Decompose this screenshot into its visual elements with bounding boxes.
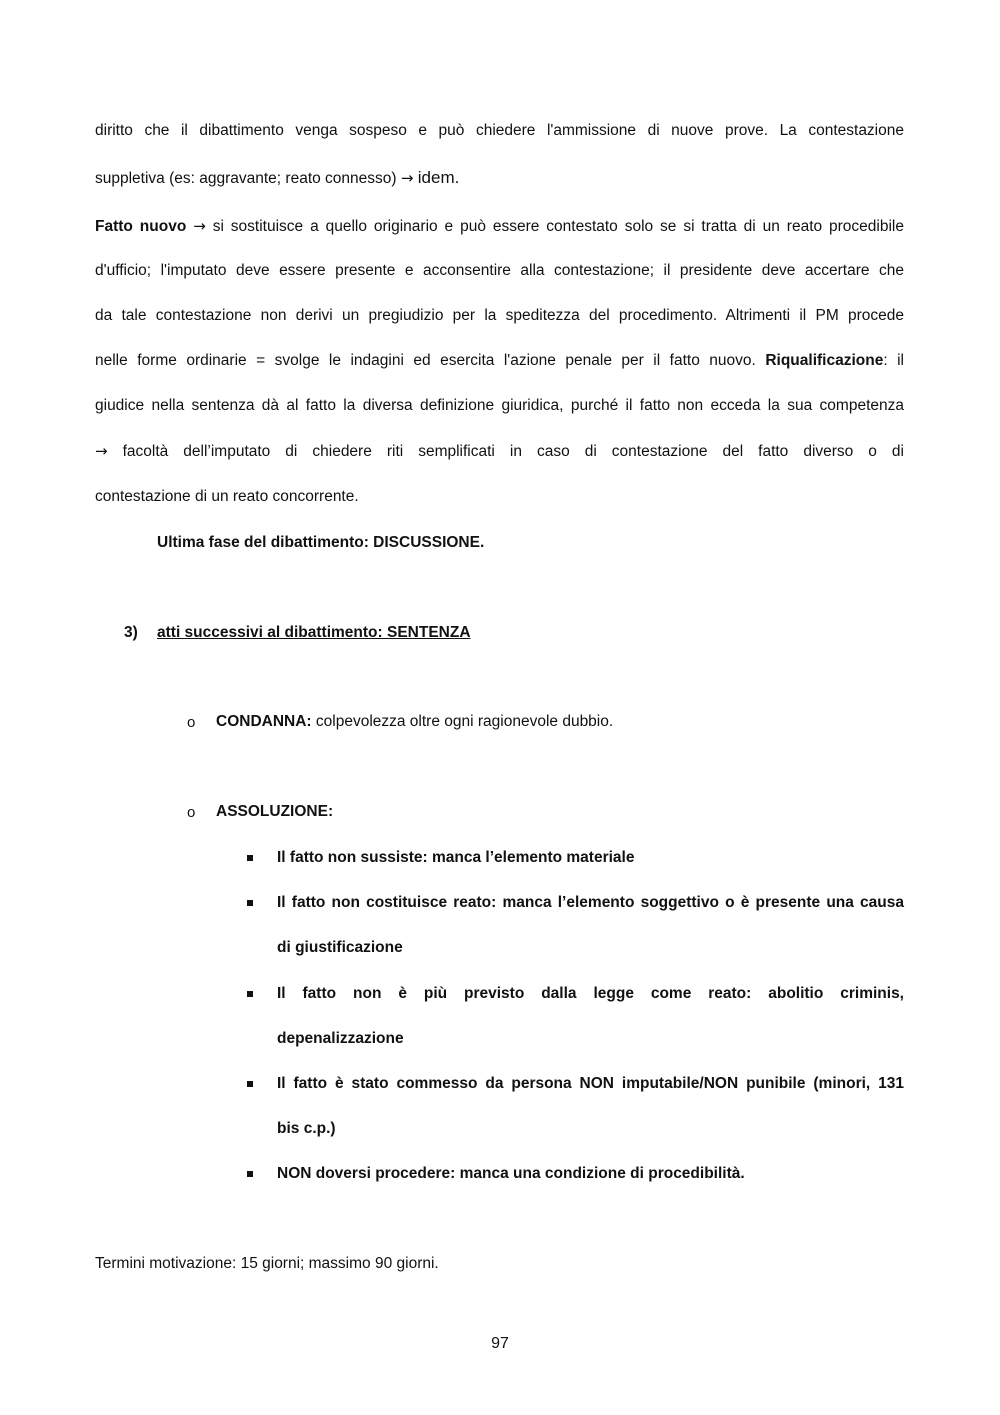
paragraph-line: da tale contestazione non derivi un pregiudizio per la speditezza del procedimento. Altrimenti il PM procede: [95, 307, 904, 324]
list-item-continuation: bis c.p.): [277, 1120, 336, 1137]
arrow-right-icon: →: [193, 217, 206, 235]
circle-bullet-icon: o: [187, 804, 196, 821]
section-title: atti successivi al dibattimento: SENTENZA: [157, 624, 471, 641]
paragraph-line: nelle forme ordinarie = svolge le indagini ed esercita l'azione penale per il fatto nuovo. Riqualificazione: il: [95, 352, 904, 369]
termini-text: Termini motivazione: 15 giorni; massimo 90 giorni.: [95, 1255, 439, 1272]
paragraph-line: suppletiva (es: aggravante; reato connesso) → idem.: [95, 168, 460, 187]
page-number: 97: [491, 1335, 509, 1352]
arrow-right-icon: →: [400, 169, 414, 187]
square-bullet-icon: [247, 1171, 253, 1177]
arrow-right-icon: →: [95, 442, 108, 460]
paragraph-line: giudice nella sentenza dà al fatto la diversa definizione giuridica, purché il fatto non ecceda la sua competenza: [95, 397, 904, 414]
list-item-continuation: depenalizzazione: [277, 1030, 404, 1047]
square-bullet-icon: [247, 900, 253, 906]
list-item: Il fatto non sussiste: manca l’elemento materiale: [277, 849, 635, 866]
assoluzione-label: ASSOLUZIONE:: [216, 803, 334, 820]
condanna-text: colpevolezza oltre ogni ragionevole dubbio.: [315, 713, 614, 730]
list-item: Il fatto non costituisce reato: manca l’elemento soggettivo o è presente una causa: [277, 894, 904, 911]
section-number: 3): [124, 624, 138, 641]
list-item: Il fatto è stato commesso da persona NON imputabile/NON punibile (minori, 131: [277, 1075, 904, 1092]
paragraph-line: → facoltà dell’imputato di chiedere riti semplificati in caso di contestazione del fatto diverso o di: [95, 442, 904, 460]
paragraph-line: Fatto nuovo → si sostituisce a quello originario e può essere contestato solo se si tratta di un reato procedibile: [95, 217, 904, 235]
list-item: Il fatto non è più previsto dalla legge come reato: abolitio criminis,: [277, 985, 904, 1002]
condanna-label: CONDANNA:: [216, 713, 312, 730]
list-item-continuation: di giustificazione: [277, 939, 403, 956]
paragraph-line: d'ufficio; l'imputato deve essere presente e acconsentire alla contestazione; il presidente deve accertare che: [95, 262, 904, 279]
square-bullet-icon: [247, 991, 253, 997]
list-item: NON doversi procedere: manca una condizione di procedibilità.: [277, 1165, 745, 1182]
last-phase-heading: Ultima fase del dibattimento: DISCUSSIONE.: [157, 534, 485, 551]
circle-bullet-icon: o: [187, 714, 196, 731]
condanna-item: [216, 712, 613, 732]
square-bullet-icon: [247, 1081, 253, 1087]
square-bullet-icon: [247, 855, 253, 861]
paragraph-line: contestazione di un reato concorrente.: [95, 488, 359, 505]
paragraph-line: diritto che il dibattimento venga sospeso e può chiedere l'ammissione di nuove prove. La contestazione: [95, 122, 904, 139]
